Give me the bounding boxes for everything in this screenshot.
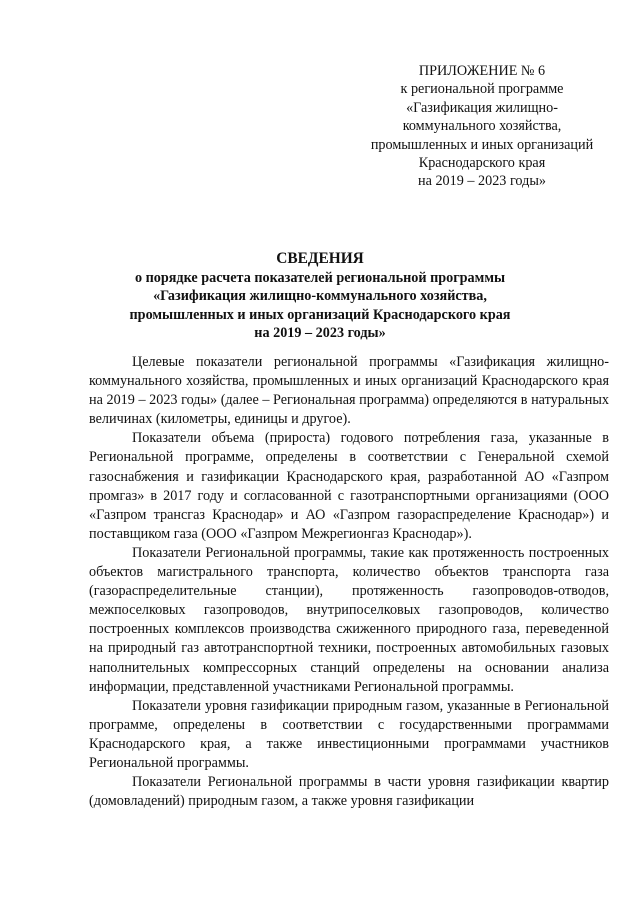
body-paragraph: Показатели Региональной программы в части уровня газификации квартир (домовладений) природным газом, а также уровня газификации [89, 774, 609, 810]
appendix-title: ПРИЛОЖЕНИЕ № 6 [418, 63, 546, 79]
appendix-line: коммунального хозяйства, [402, 118, 562, 135]
body-paragraph: Показатели Региональной программы, такие как протяженность построенных объектов магистрального транспорта, количество объектов транспорта газа (газораспределительные станции), протяженность газопроводов-отводов, межпоселковых газопроводов, внутрипоселковых газопроводов, количество построенных комплексов производства сжиженного природного газа, переведенной на природный газ автотранспортной техники, построенных автомобильных газовых наполнительных компрессорных станций определены на основании анализа информации, представленной участниками Региональной программы. [89, 544, 609, 695]
heading-line: «Газификация жилищно-коммунального хозяйства, [153, 288, 487, 305]
appendix-line: «Газификация жилищно- [406, 99, 558, 116]
body-paragraph: Показатели уровня газификации природным газом, указанные в Региональной программе, определены в соответствии с государственными программами Краснодарского края, а также инвестиционными программами участников Региональной программы. [89, 697, 609, 771]
heading-line: промышленных и иных организаций Краснодарского края [129, 306, 511, 323]
appendix-block [352, 62, 612, 191]
document-body [89, 353, 609, 811]
appendix-line: Краснодарского края [418, 155, 546, 172]
body-paragraph: Показатели объема (прироста) годового потребления газа, указанные в Региональной программе, определены в соответствии с Генеральной схемой газоснабжения и газификации Краснодарского края, разработанной АО «Газпром промгаз» в 2017 году и согласованной с газотранспортными организациями (ООО «Газпром трансгаз Краснодар» и АО «Газпром газораспределение Краснодар») и поставщиком газа (ООО «Газпром Межрегионгаз Краснодар»). [89, 430, 609, 542]
heading-line: о порядке расчета показателей региональной программы [134, 269, 506, 286]
document-heading [70, 250, 570, 343]
appendix-line: на 2019 – 2023 годы» [418, 173, 546, 190]
body-paragraph: Целевые показатели региональной программы «Газификация жилищно-коммунального хозяйства, промышленных и иных организаций Краснодарского края на 2019 – 2023 годы» (далее – Региональная программа) определяются в натуральных величинах (километры, единицы и другое). [89, 354, 609, 428]
appendix-line: промышленных и иных организаций [370, 136, 594, 153]
appendix-line: к региональной программе [400, 81, 564, 98]
heading-line: на 2019 – 2023 годы» [254, 325, 386, 342]
heading-title: СВЕДЕНИЯ [276, 250, 364, 267]
